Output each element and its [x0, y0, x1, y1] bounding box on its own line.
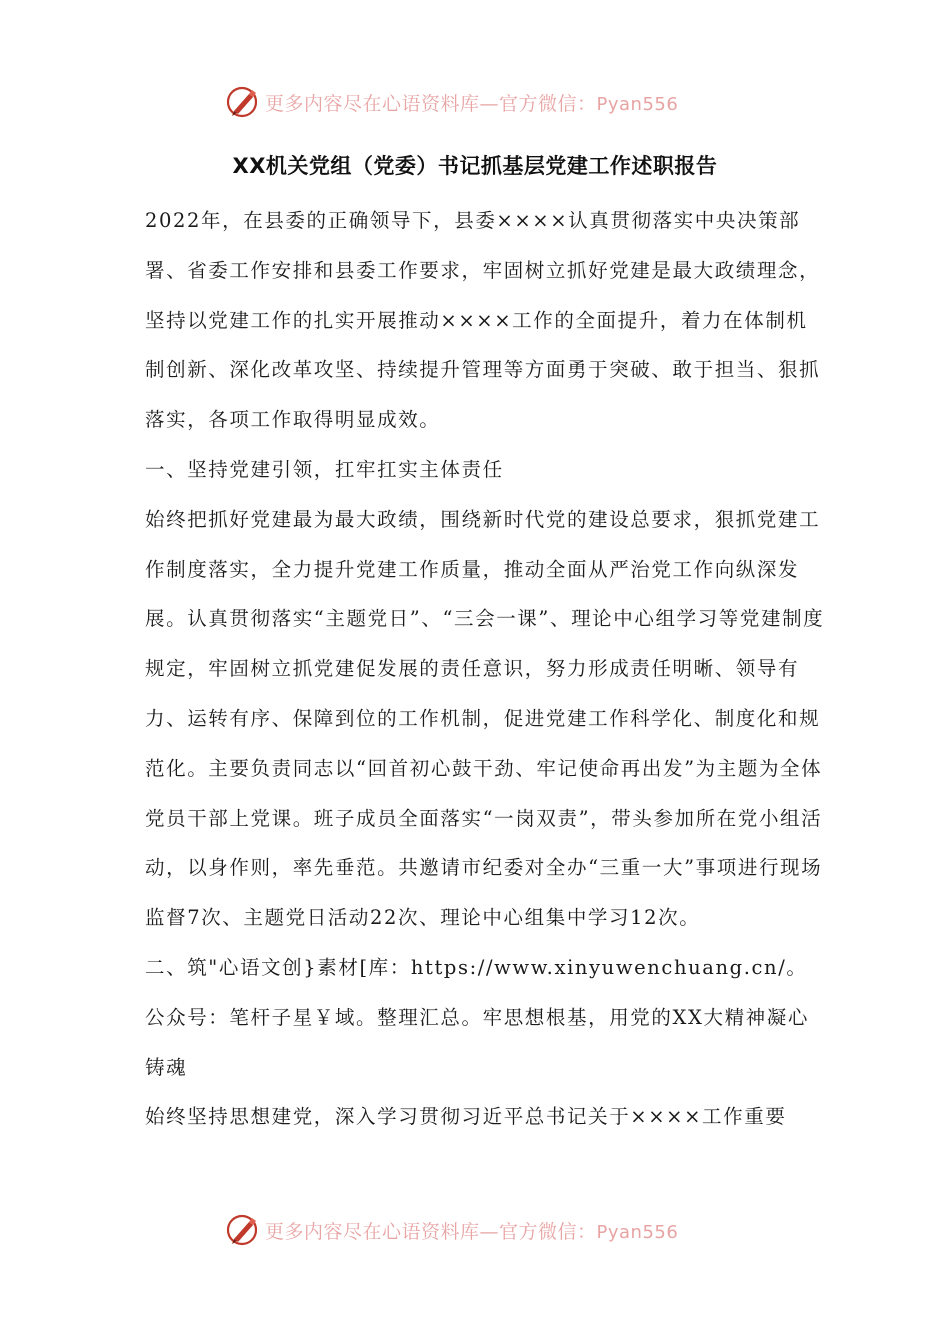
watermark-text: 更多内容尽在心语资料库—官方微信：Pyan556 — [265, 1220, 679, 1243]
watermark-text: 更多内容尽在心语资料库—官方微信：Pyan556 — [265, 92, 679, 115]
watermark-banner-top — [225, 82, 745, 122]
document-title: XX机关党组（党委）书记抓基层党建工作述职报告 — [232, 154, 718, 178]
document-body — [145, 196, 825, 1142]
pen-nib-logo-icon — [225, 84, 261, 120]
section-2-heading: 二、筑"心语文创}素材[库：https://www.xinyuwenchuang.cn/。公众号：笔杆子星￥域。整理汇总。牢思想根基，用党的XX大精神凝心铸魂 — [145, 955, 809, 1079]
watermark-banner-bottom — [225, 1210, 745, 1250]
section-1-heading: 一、坚持党建引领，扛牢扛实主体责任 — [145, 457, 504, 481]
pen-nib-logo-icon — [225, 1212, 261, 1248]
section-2-paragraph: 始终坚持思想建党，深入学习贯彻习近平总书记关于××××工作重要 — [145, 1105, 787, 1129]
section-1-paragraph: 始终把抓好党建最为最大政绩，围绕新时代党的建设总要求，狠抓党建工作制度落实，全力提升党建工作质量，推动全面从严治党工作向纵深发展。认真贯彻落实“主题党日”、“三会一课”、理论中心组学习等党建制度规定，牢固树立抓党建促发展的责任意识，努力形成责任明晰、领导有力、运转有序、保障到位的工作机制，促进党建工作科学化、制度化和规范化。主要负责同志以“回首初心鼓干劲、牢记使命再出发”为主题为全体党员干部上党课。班子成员全面落实“一岗双责”，带头参加所在党小组活动，以身作则，率先垂范。共邀请市纪委对全办“三重一大”事项进行现场监督7次、主题党日活动22次、理论中心组集中学习12次。 — [145, 507, 825, 930]
intro-paragraph: 2022年，在县委的正确领导下，县委××××认真贯彻落实中央决策部署、省委工作安排和县委工作要求，牢固树立抓好党建是最大政绩理念，坚持以党建工作的扎实开展推动××××工作的全面提升，着力在体制机制创新、深化改革攻坚、持续提升管理等方面勇于突破、敢于担当、狠抓落实，各项工作取得明显成效。 — [145, 209, 821, 432]
